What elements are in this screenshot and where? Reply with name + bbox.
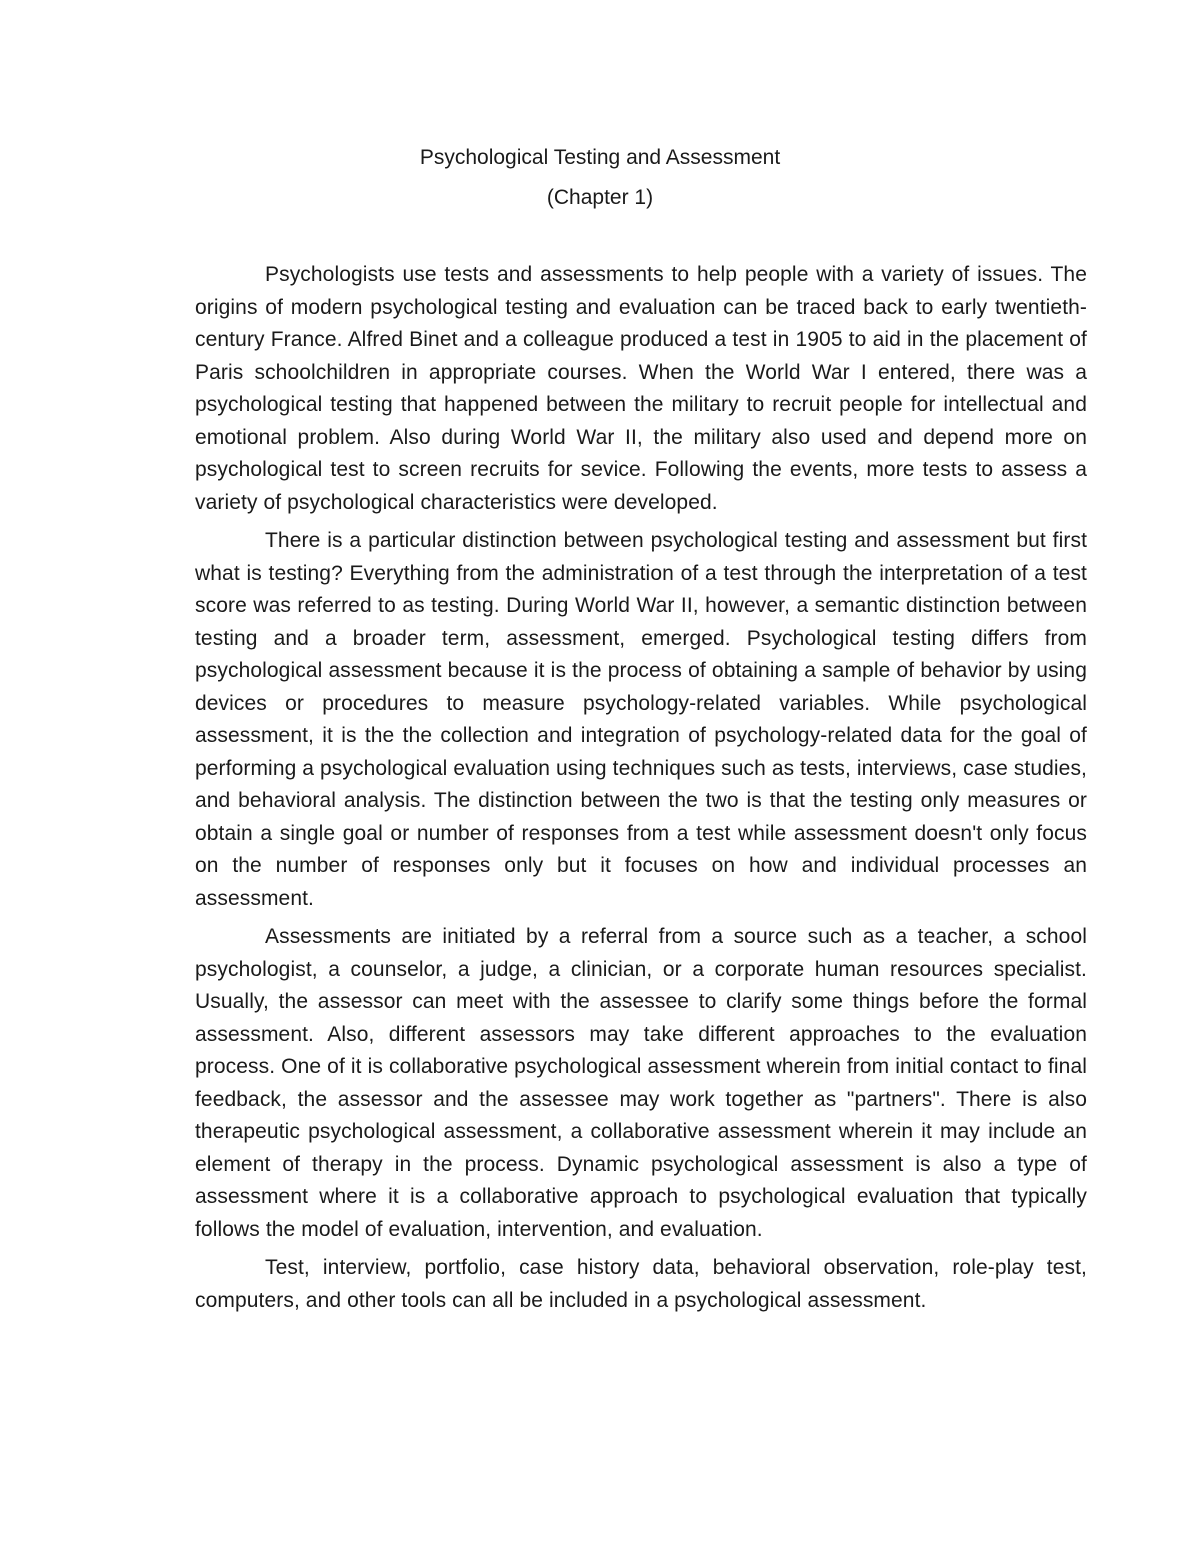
document-body bbox=[195, 259, 1087, 1323]
paragraph-testing-vs-assessment: There is a particular distinction between psychological testing and assessment but first what is testing? Everything from the administration of a test through the interpretation of a test score was referred to as testing. During World War II, however, a semantic distinction between testing and a broader term, assessment, emerged. Psychological testing differs from psychological assessment because it is the process of obtaining a sample of behavior by using devices or procedures to measure psychology-related variables. While psychological assessment, it is the the collection and integration of psychology-related data for the goal of performing a psychological evaluation using techniques such as tests, interviews, case studies, and behavioral analysis. The distinction between the two is that the testing only measures or obtain a single goal or number of responses from a test while assessment doesn't only focus on the number of responses only but it focuses on how and individual processes an assessment. bbox=[195, 529, 1087, 910]
paragraph-origins: Psychologists use tests and assessments to help people with a variety of issues. The origins of modern psychological testing and evaluation can be traced back to early twentieth-century France. Alfred Binet and a colleague produced a test in 1905 to aid in the placement of Paris schoolchildren in appropriate courses. When the World War I entered, there was a psychological testing that happened between the military to recruit people for intellectual and emotional problem. Also during World War II, the military also used and depend more on psychological test to screen recruits for sevice. Following the events, more tests to assess a variety of psychological characteristics were developed. bbox=[195, 263, 1087, 514]
page-title: Psychological Testing and Assessment bbox=[419, 146, 781, 169]
paragraph-assessment-approaches: Assessments are initiated by a referral from a source such as a teacher, a school psychologist, a counselor, a judge, a clinician, or a corporate human resources specialist. Usually, the assessor can meet with the assessee to clarify some things before the formal assessment. Also, different assessors may take different approaches to the evaluation process. One of it is collaborative psychological assessment wherein from initial contact to final feedback, the assessor and the assessee may work together as "partners". There is also therapeutic psychological assessment, a collaborative assessment wherein it may include an element of therapy in the process. Dynamic psychological assessment is also a type of assessment where it is a collaborative approach to psychological evaluation that typically follows the model of evaluation, intervention, and evaluation. bbox=[195, 925, 1087, 1241]
chapter-subtitle: (Chapter 1) bbox=[546, 186, 654, 209]
paragraph-assessment-tools: Test, interview, portfolio, case history data, behavioral observation, role-play test, computers, and other tools can all be included in a psychological assessment. bbox=[195, 1256, 1087, 1312]
